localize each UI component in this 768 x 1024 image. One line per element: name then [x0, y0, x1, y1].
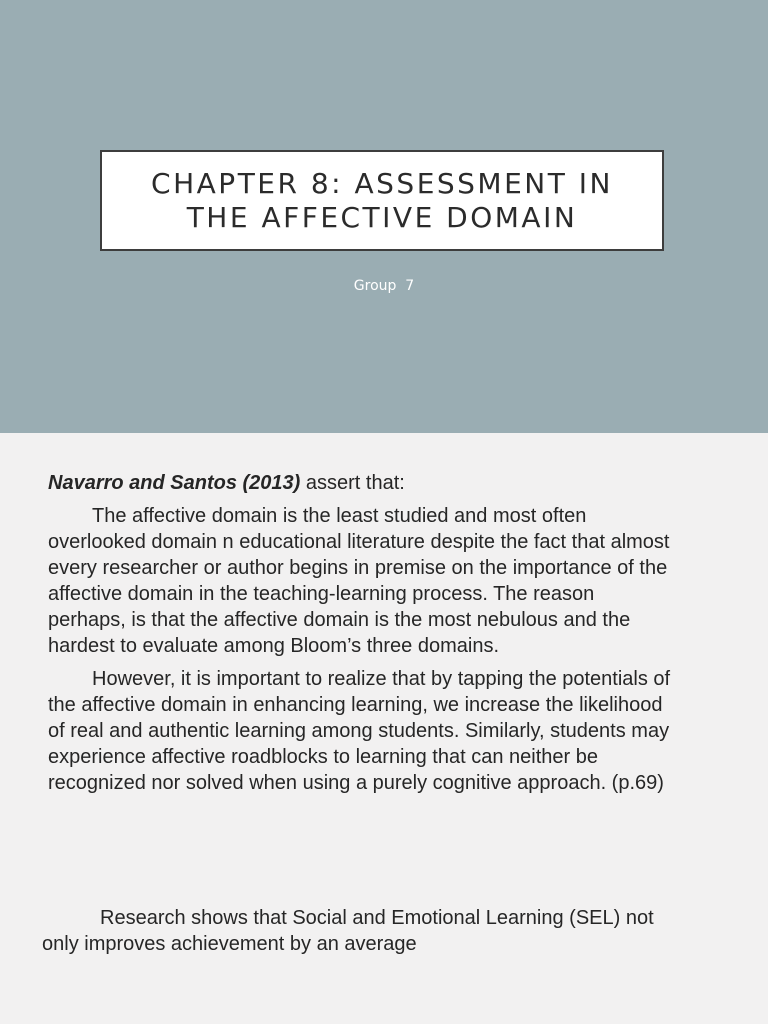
citation-suffix: assert that:: [300, 472, 405, 494]
citation: Navarro and Santos (2013): [48, 472, 301, 494]
paragraph-1: [48, 503, 748, 659]
paragraph-line: only improves achievement by an average: [42, 933, 417, 955]
title-line-1: CHAPTER 8: ASSESSMENT IN: [151, 166, 613, 200]
paragraph-line: perhaps, is that the affective domain is the most nebulous and the: [48, 609, 631, 631]
title-line-2: THE AFFECTIVE DOMAIN: [186, 200, 578, 234]
paragraph-line: The affective domain is the least studied and most often: [92, 505, 587, 527]
paragraph-line: experience affective roadblocks to learning that can neither be: [48, 746, 598, 768]
paragraph-line: of real and authentic learning among students. Similarly, students may: [48, 720, 670, 742]
paragraph-3: [42, 905, 742, 957]
paragraph-line: hardest to evaluate among Bloom’s three domains.: [48, 635, 500, 657]
paragraph-line: Research shows that Social and Emotional Learning (SEL) not: [100, 907, 654, 929]
paragraph-line: every researcher or author begins in premise on the importance of the: [48, 557, 668, 579]
title-box: [100, 150, 664, 251]
paragraph-line: recognized nor solved when using a purely cognitive approach. (p.69): [48, 772, 664, 794]
paragraph-line: overlooked domain n educational literature despite the fact that almost: [48, 531, 670, 553]
paragraph-2: [48, 666, 748, 796]
subtitle: Group 7: [353, 278, 415, 294]
paragraph-line: the affective domain in enhancing learning, we increase the likelihood: [48, 694, 663, 716]
paragraph-line: affective domain in the teaching-learning process. The reason: [48, 583, 595, 605]
intro-line: [48, 470, 405, 496]
title-slide: [0, 0, 768, 433]
paragraph-line: However, it is important to realize that by tapping the potentials of: [92, 668, 671, 690]
